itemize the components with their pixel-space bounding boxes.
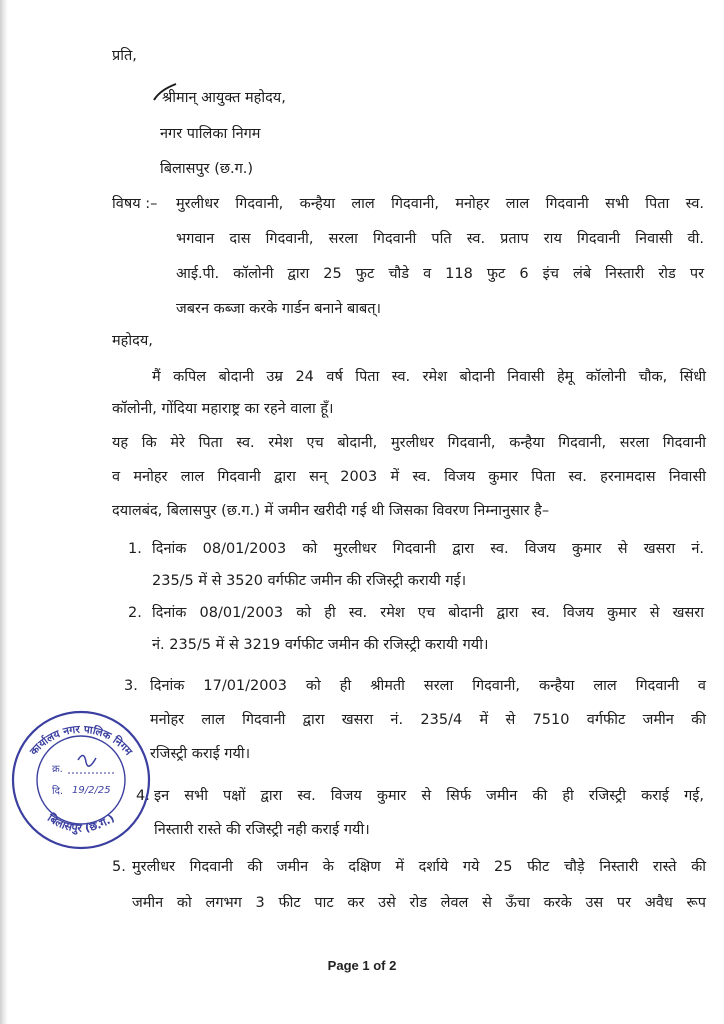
municipal-office-stamp <box>6 702 156 852</box>
intro-line-1: मैं कपिल बोदानी उम्र 24 वर्ष पिता स्व. रमेश बोदानी निवासी हेमू कॉलोनी चौक, सिंधी <box>152 369 706 385</box>
subject-line-2: भगवान दास गिदवानी, सरला गिदवानी पति स्व. प्रताप राय गिदवानी निवासी वी. <box>176 231 704 247</box>
stamp-date: 19/2/25 <box>72 785 111 796</box>
greeting: महोदय, <box>112 333 153 349</box>
item-3-line-3: रजिस्ट्री कराई गयी। <box>150 746 251 762</box>
item-1-line-2: 235/5 में से 3520 वर्गफीट जमीन की रजिस्ट्री करायी गई। <box>152 573 467 589</box>
item-3-number: 3. <box>124 678 138 694</box>
intro-line-2: कॉलोनी, गोंदिया महाराष्ट्र का रहने वाला हूँ। <box>112 401 334 417</box>
page-number-footer: Page 1 of 2 <box>327 958 397 973</box>
subject-label: विषय :– <box>112 196 158 212</box>
stamp-di-label: दि. <box>52 786 64 797</box>
item-1-line-1: दिनांक 08/01/2003 को मुरलीधर गिदवानी द्वारा स्व. विजय कुमार से खसरा नं. <box>152 541 704 557</box>
item-4-line-1: इन सभी पक्षों द्वारा स्व. विजय कुमार से सिर्फ जमीन की ही रजिस्ट्री कराई गई, <box>154 788 704 804</box>
salutation-to: प्रति, <box>112 48 137 64</box>
addressee-office: नगर पालिका निगम <box>160 126 261 142</box>
subject-line-3: आई.पी. कॉलोनी द्वारा 25 फुट चौडे व 118 फुट 6 इंच लंबे निस्तारी रोड पर <box>176 266 704 282</box>
item-2-number: 2. <box>128 605 142 621</box>
addressee-title: श्रीमान् आयुक्त महोदय, <box>162 90 286 106</box>
item-4-number: 4. <box>136 788 150 804</box>
item-3-line-2: मनोहर लाल गिदवानी द्वारा खसरा नं. 235/4 में से 7510 वर्गफीट जमीन की <box>150 712 706 728</box>
scan-edge-shadow <box>0 0 8 1024</box>
stamp-signature <box>78 755 96 766</box>
subject-line-4: जबरन कब्जा करके गार्डन बनाने बाबत्। <box>176 301 382 317</box>
item-5-number: 5. <box>112 859 126 875</box>
body-line-3: दयालबंद, बिलासपुर (छ.ग.) में जमीन खरीदी गई थी जिसका विवरण निम्नानुसार है– <box>112 503 550 519</box>
addressee-city: बिलासपुर (छ.ग.) <box>160 161 254 177</box>
item-5-line-1: मुरलीधर गिदवानी की जमीन के दक्षिण में दर्शाये गये 25 फीट चौड़े निस्तारी रास्ते की <box>132 859 706 875</box>
item-1-number: 1. <box>128 541 142 557</box>
stamp-top-text: कार्यालय नगर पालिक निगम <box>27 723 135 758</box>
stamp-inner-ring <box>37 736 125 824</box>
body-line-2: व मनोहर लाल गिदवानी द्वारा सन् 2003 में स्व. विजय कुमार पिता स्व. हरनामदास निवासी <box>112 469 706 485</box>
item-3-line-1: दिनांक 17/01/2003 को ही श्रीमती सरला गिदवानी, कन्हैया लाल गिदवानी व <box>150 678 706 694</box>
body-line-1: यह कि मेरे पिता स्व. रमेश एच बोदानी, मुरलीधर गिदवानी, कन्हैया गिदवानी, सरला गिदवानी <box>112 435 706 451</box>
stamp-kr-label: क्र. <box>52 764 63 775</box>
stamp-bottom-text: बिलासपुर (छ.ग.) <box>45 811 117 835</box>
item-2-line-2: नं. 235/5 में से 3219 वर्गफीट जमीन की रजिस्ट्री करायी गयी। <box>152 637 489 653</box>
item-2-line-1: दिनांक 08/01/2003 को ही स्व. रमेश एच बोदानी द्वारा स्व. विजय कुमार से खसरा <box>152 605 704 621</box>
item-4-line-2: निस्तारी रास्ते की रजिस्ट्री नही कराई गयी। <box>154 822 370 838</box>
item-5-line-2: जमीन को लगभग 3 फीट पाट कर उसे रोड लेवल से ऊँचा करके उस पर अवैध रूप <box>132 895 706 911</box>
subject-line-1: मुरलीधर गिदवानी, कन्हैया लाल गिदवानी, मनोहर लाल गिदवानी सभी पिता स्व. <box>176 196 704 212</box>
